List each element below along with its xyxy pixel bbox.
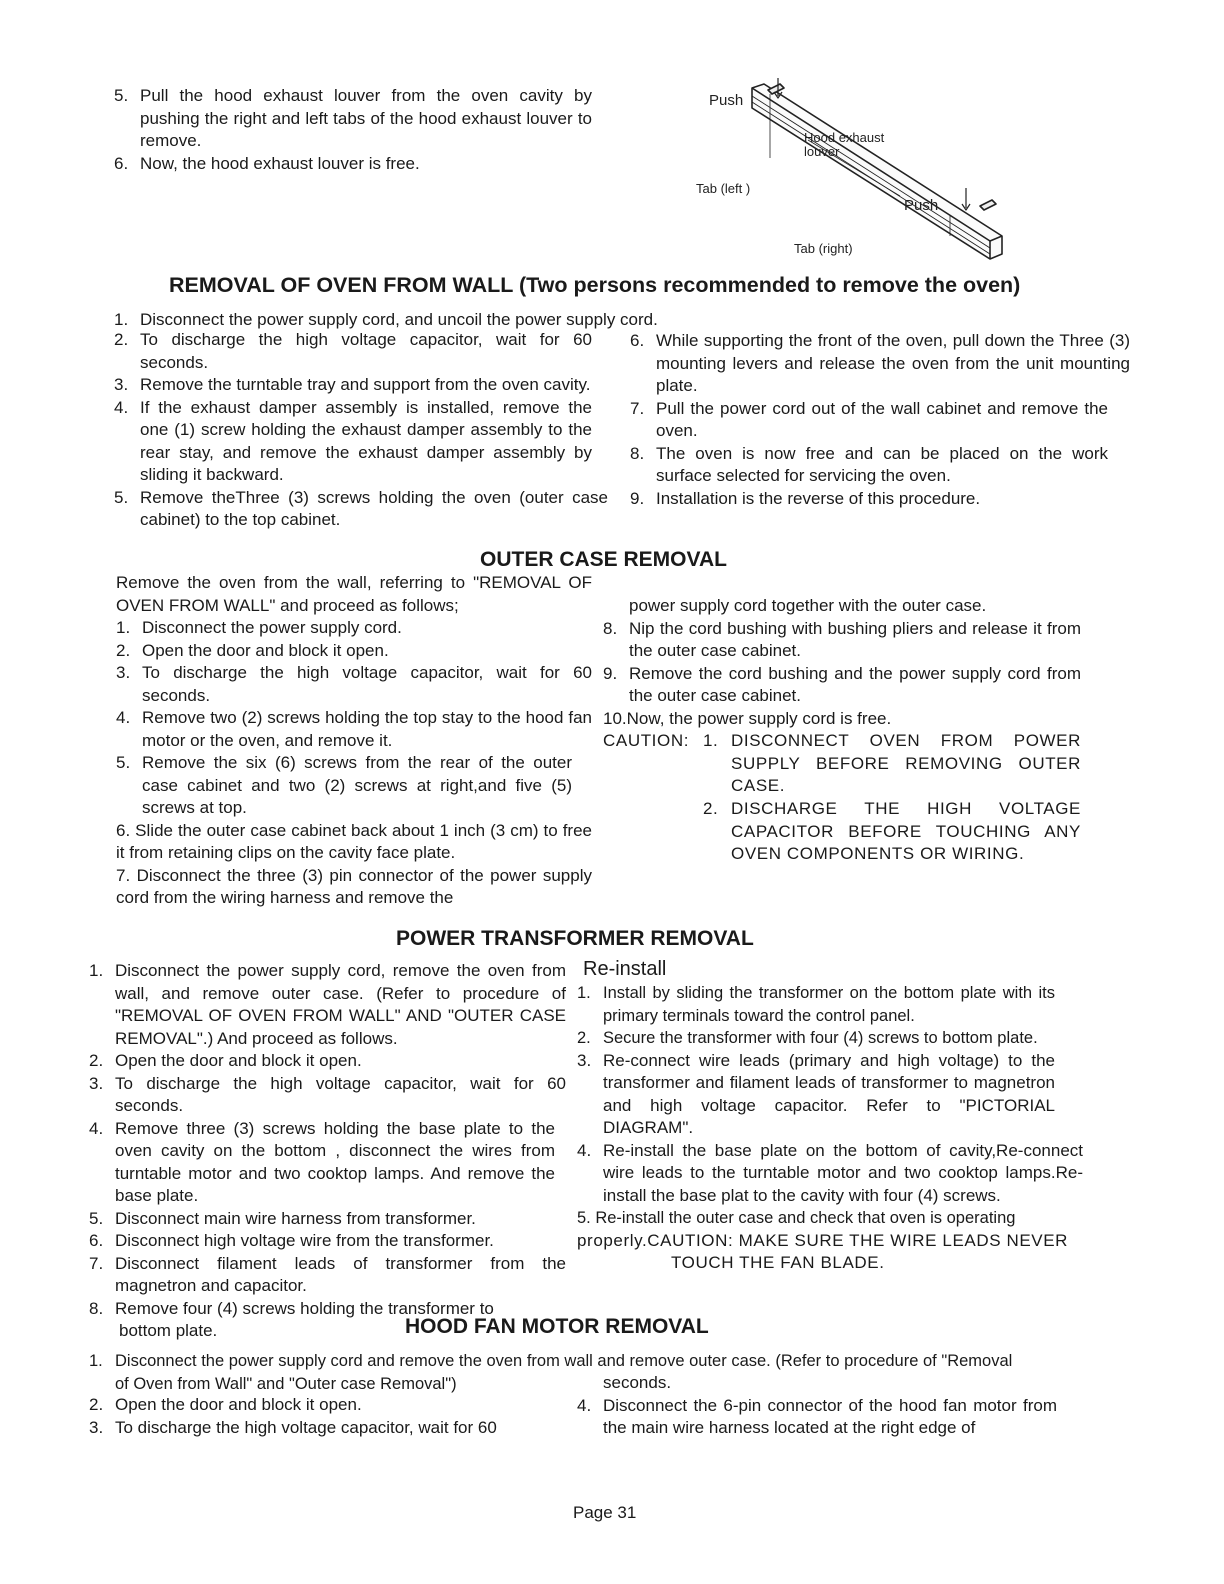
list-item: 5. Pull the hood exhaust louver from the oven cavity by pushing the right and left tabs of the hood exhaust louver to remove.	[114, 86, 592, 150]
caution-1: DISCONNECT OVEN FROM POWER SUPPLY BEFORE REMOVING OUTER CASE.	[731, 731, 1081, 795]
list-item: 6. While supporting the front of the oven, pull down the Three (3) mounting levers and release the oven from the unit mounting plate.	[630, 331, 1130, 395]
hood-fan-right-column: seconds. 4. Disconnect the 6-pin connector of the hood fan motor from the main wire harness located at the right edge of	[577, 1372, 1057, 1440]
list-item: 8. Remove four (4) screws holding the transformer to bottom plate.	[89, 1298, 494, 1340]
list-item: 1. Disconnect the power supply cord.	[116, 618, 402, 637]
list-item: 9. Remove the cord bushing and the power supply cord from the outer case cabinet.	[603, 663, 1081, 705]
list-item: 1. Disconnect the power supply cord, remove the oven from wall, and remove outer case. (Refer to procedure of "REMOVAL OF OVEN FROM WALL" AND "OUTER CASE REMOVAL".) And proceed as follows.	[89, 961, 566, 1048]
outer-case-step7: 7. Disconnect the three (3) pin connector of the power supply cord from the wiring harness and remove the	[116, 865, 592, 907]
list-item: 5. Disconnect main wire harness from transformer.	[89, 1208, 476, 1228]
list-item: 5. Remove the six (6) screws from the rear of the outer case cabinet and two (2) screws at right,and five (5) screws at top.	[116, 753, 572, 817]
removal-wall-left-column	[114, 329, 608, 532]
tab-left-label: Tab (left )	[696, 181, 751, 196]
transformer-right-column: Re-install 1. Install by sliding the transformer on the bottom plate with its primary terminals toward the control panel. 2. Secure the transformer with four (4) screws to bottom plate. 3. Re-connect wire leads (primary and high voltage) to the transformer and filament leads of transformer to magnetron and high voltage capacitor. Refer to "PICTORIAL DIAGRAM". 4. Re-install the base plate on the bottom of cavity,Re-connect wire leads to the turntable motor and two cooktop lamps.Re-install the base plat to the cavity with four (4) screws. 5. Re-install the outer case and check that oven is operating properly.CAUTION: MAKE SURE THE WIRE LEADS NEVER TOUCH THE FAN BLADE.	[577, 957, 1127, 1275]
section-title-transformer: POWER TRANSFORMER REMOVAL	[396, 927, 754, 950]
list-item: 3. To discharge the high voltage capacitor, wait for 60 seconds.	[116, 663, 592, 705]
list-item: 6. Now, the hood exhaust louver is free.	[114, 153, 420, 173]
push-label-left: Push	[709, 92, 744, 109]
removal-wall-step1: 1. Disconnect the power supply cord, and uncoil the power supply cord.	[114, 310, 658, 329]
list-item: 2. Open the door and block it open.	[116, 640, 389, 660]
list-item: 3. To discharge the high voltage capacitor, wait for 60 seconds.	[89, 1073, 566, 1115]
removal-wall-right-column	[630, 330, 1130, 510]
tab-right-label: Tab (right)	[794, 241, 853, 256]
list-item: 8. The oven is now free and can be placed on the work surface selected for servicing the oven.	[630, 443, 1108, 485]
section-title-removal-wall: REMOVAL OF OVEN FROM WALL (Two persons recommended to remove the oven)	[169, 273, 1021, 297]
list-item: 4. Remove three (3) screws holding the base plate to the oven cavity on the bottom , disconnect the wires from turntable motor and two cooktop lamps. And remove the base plate.	[89, 1118, 555, 1205]
transformer-left-column	[89, 960, 566, 1343]
section-title-outer-case: OUTER CASE REMOVAL	[480, 548, 727, 571]
hood-fan-left-column	[89, 1394, 566, 1439]
list-item: 2. Open the door and block it open.	[89, 1395, 362, 1414]
list-item: 4. Disconnect the 6-pin connector of the hood fan motor from the main wire harness located at the right edge of	[577, 1395, 1057, 1437]
caution-block: CAUTION: 1. DISCONNECT OVEN FROM POWER SUPPLY BEFORE REMOVING OUTER CASE. 2. DISCHARGE THE HIGH VOLTAGE CAPACITOR BEFORE TOUCHING ANY OVEN COMPONENTS OR WIRING.	[603, 730, 1081, 865]
list-item: 6. Disconnect high voltage wire from the transformer.	[89, 1231, 494, 1250]
list-item: 3. To discharge the high voltage capacitor, wait for 60	[89, 1417, 497, 1437]
list-item: 2. Secure the transformer with four (4) screws to bottom plate.	[577, 1029, 1038, 1047]
list-item: 8. Nip the cord bushing with bushing pliers and release it from the outer case cabinet.	[603, 618, 1081, 660]
list-item: 5. Remove theThree (3) screws holding the oven (outer case cabinet) to the top cabinet.	[114, 487, 608, 529]
list-item: 4. If the exhaust damper assembly is installed, remove the one (1) screw holding the exhaust damper assembly to the rear stay, and remove the exhaust damper assembly by sliding it backward.	[114, 397, 592, 484]
outer-case-step6: 6. Slide the outer case cabinet back about 1 inch (3 cm) to free it from retaining clips on the cavity face plate.	[116, 820, 592, 862]
list-item: 2. Open the door and block it open.	[89, 1051, 362, 1070]
list-item: 7. Disconnect filament leads of transformer from the magnetron and capacitor.	[89, 1253, 566, 1295]
top-steps	[114, 85, 592, 175]
louver-label-line2: louver	[804, 144, 840, 159]
list-item: 4. Remove two (2) screws holding the top stay to the hood fan motor or the oven, and remove it.	[116, 708, 592, 750]
push-label-right: Push	[904, 197, 939, 214]
outer-case-step10: 10.Now, the power supply cord is free.	[603, 708, 892, 728]
caution-2: DISCHARGE THE HIGH VOLTAGE CAPACITOR BEFORE TOUCHING ANY OVEN COMPONENTS OR WIRING.	[731, 799, 1081, 863]
list-item: 4. Re-install the base plate on the bottom of cavity,Re-connect wire leads to the turntable motor and two cooktop lamps.Re-install the base plat to the cavity with four (4) screws.	[577, 1140, 1083, 1205]
hood-exhaust-louver-figure	[690, 76, 1020, 266]
page-number: Page 31	[573, 1503, 637, 1522]
outer-case-left-column	[116, 572, 592, 910]
outer-case-right-cont: power supply cord together with the outer case.	[629, 596, 987, 615]
list-item: 2. To discharge the high voltage capacitor, wait for 60 seconds.	[114, 330, 592, 372]
outer-case-right-column	[603, 595, 1081, 865]
list-item: 1. Install by sliding the transformer on the bottom plate with its primary terminals toward the control panel.	[577, 984, 1055, 1025]
louver-label-line1: Hood exhaust	[804, 130, 885, 145]
reinstall-label: Re-install	[583, 958, 667, 980]
section-title-hood-fan: HOOD FAN MOTOR REMOVAL	[405, 1315, 709, 1338]
list-item: 7. Pull the power cord out of the wall cabinet and remove the oven.	[630, 398, 1108, 440]
caution-label: CAUTION:	[603, 731, 690, 750]
hood-fan-step1: 1. Disconnect the power supply cord and remove the oven from wall and remove outer case. (Refer to procedure of "Removal of Oven from Wall" and "Outer case Removal")	[89, 1352, 1013, 1393]
list-item: 9. Installation is the reverse of this procedure.	[630, 488, 981, 508]
list-item: 3. Remove the turntable tray and support from the oven cavity.	[114, 375, 591, 394]
outer-case-intro: Remove the oven from the wall, referring to "REMOVAL OF OVEN FROM WALL" and proceed as follows;	[116, 573, 592, 615]
list-item: 3. Re-connect wire leads (primary and high voltage) to the transformer and filament leads of transformer to magnetron and high voltage capacitor. Refer to "PICTORIAL DIAGRAM".	[577, 1050, 1055, 1137]
